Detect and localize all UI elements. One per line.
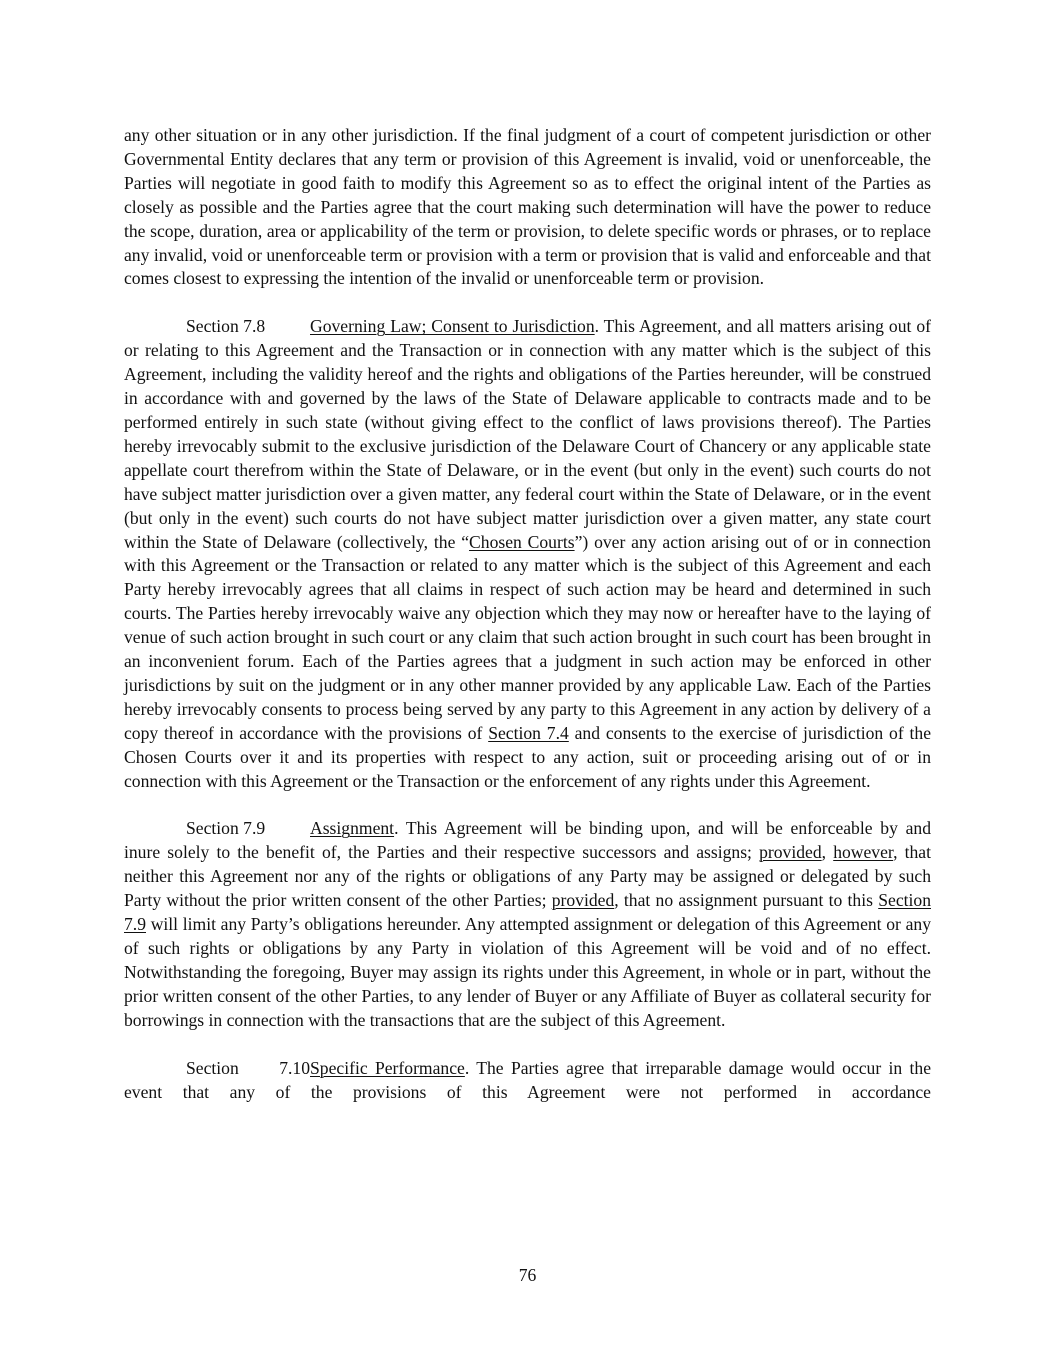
section-7-8: [124, 315, 931, 793]
page-number: 76: [518, 1265, 537, 1285]
section-text: ,: [821, 842, 834, 863]
section-text: , that no assignment pursuant to this: [614, 890, 879, 911]
proviso-term: provided: [759, 842, 822, 863]
section-7-10: [124, 1057, 931, 1105]
proviso-term: however: [833, 842, 894, 863]
section-text: . The Parties agree that irreparable damage would occur in the event that any of the provisions of this Agreement were not performed in accordance: [124, 1057, 932, 1102]
section-cross-reference: Section 7.4: [488, 722, 569, 743]
section-heading: Governing Law; Consent to Jurisdiction: [310, 316, 595, 337]
section-7-9: [124, 817, 931, 1032]
paragraph-severability-continued: [124, 124, 931, 291]
section-number: Section 7.10: [186, 1057, 310, 1078]
section-text: will limit any Party’s obligations hereunder. Any attempted assignment or delegation of this Agreement or any of such rights or obligations by any Party in violation of this Agreement will be void and of no effect. Notwithstanding the foregoing, Buyer may assign its rights under this Agreement, in whole or in part, without the prior written consent of the other Parties, to any lender of Buyer or any Affiliate of Buyer as collateral security for borrowings in connection with the transactions that are the subject of this Agreement.: [124, 914, 931, 1030]
section-number: Section 7.8: [186, 316, 266, 337]
section-number: Section 7.9: [186, 818, 266, 839]
section-text: . This Agreement, and all matters arising out of or relating to this Agreement and the Transaction or in connection with any matter which is the subject of this Agreement, including the validity hereof and the rights and obligations of the Parties hereunder, will be construed in accordance with and governed by the laws of the State of Delaware applicable to contracts made and to be performed entirely in such state (without giving effect to the conflict of laws provisions thereof). The Parties hereby irrevocably submit to the exclusive jurisdiction of the Delaware Court of Chancery or any applicable state appellate court therefrom within the State of Delaware, or in the event (but only in the event) such courts do not have subject matter jurisdiction over a given matter, any federal court within the State of Delaware, or in the event (but only in the event) such courts do not have subject matter jurisdiction over a given matter, any state court within the State of Delaware (collectively, the “: [124, 316, 931, 552]
section-text: ”) over any action arising out of or in connection with this Agreement or the Transaction or related to any matter which is the subject of this Agreement and each Party hereby irrevocably agrees that all claims in respect of such action may be heard and determined in such courts. The Parties hereby irrevocably waive any objection which they may now or hereafter have to the laying of venue of such action brought in such court or any claim that such action brought in such court has been brought in an inconvenient forum. Each of the Parties agrees that a judgment in such action may be enforced in other jurisdictions by suit on the judgment or in any other manner provided by any applicable Law. Each of the Parties hereby irrevocably consents to process being served by any party to this Agreement in any action by delivery of a copy thereof in accordance with the provisions of: [124, 531, 931, 743]
section-cross-reference: Section 7.9: [124, 890, 931, 935]
paragraph-text: any other situation or in any other jurisdiction. If the final judgment of a court of competent jurisdiction or other Governmental Entity declares that any term or provision of this Agreement is invalid, void or unenforceable, the Parties will negotiate in good faith to modify this Agreement so as to effect the original intent of the Parties as closely as possible and the Parties agree that the court making such determination will have the power to reduce the scope, duration, area or applicability of the term or provision, to delete specific words or phrases, or to replace any invalid, void or unenforceable term or provision with a term or provision that is valid and enforceable and that comes closest to expressing the intention of the invalid or unenforceable term or provision.: [124, 125, 931, 289]
section-text: and consents to the exercise of jurisdiction of the Chosen Courts over it and its properties with respect to any action, suit or proceeding arising out of or in connection with this Agreement or the Transaction or the enforcement of any rights under this Agreement.: [124, 722, 932, 791]
proviso-term: provided: [551, 890, 615, 911]
defined-term: Chosen Courts: [469, 531, 575, 552]
section-heading: Specific Performance: [310, 1057, 465, 1078]
document-page: [124, 124, 931, 1128]
section-text: , that neither this Agreement nor any of the rights or obligations of any Party may be assigned or delegated by such Party without the prior written consent of the other Parties;: [124, 842, 932, 911]
section-text: . This Agreement will be binding upon, and will be enforceable by and inure solely to the benefit of, the Parties and their respective successors and assigns;: [124, 818, 931, 863]
section-heading: Assignment: [310, 818, 395, 839]
